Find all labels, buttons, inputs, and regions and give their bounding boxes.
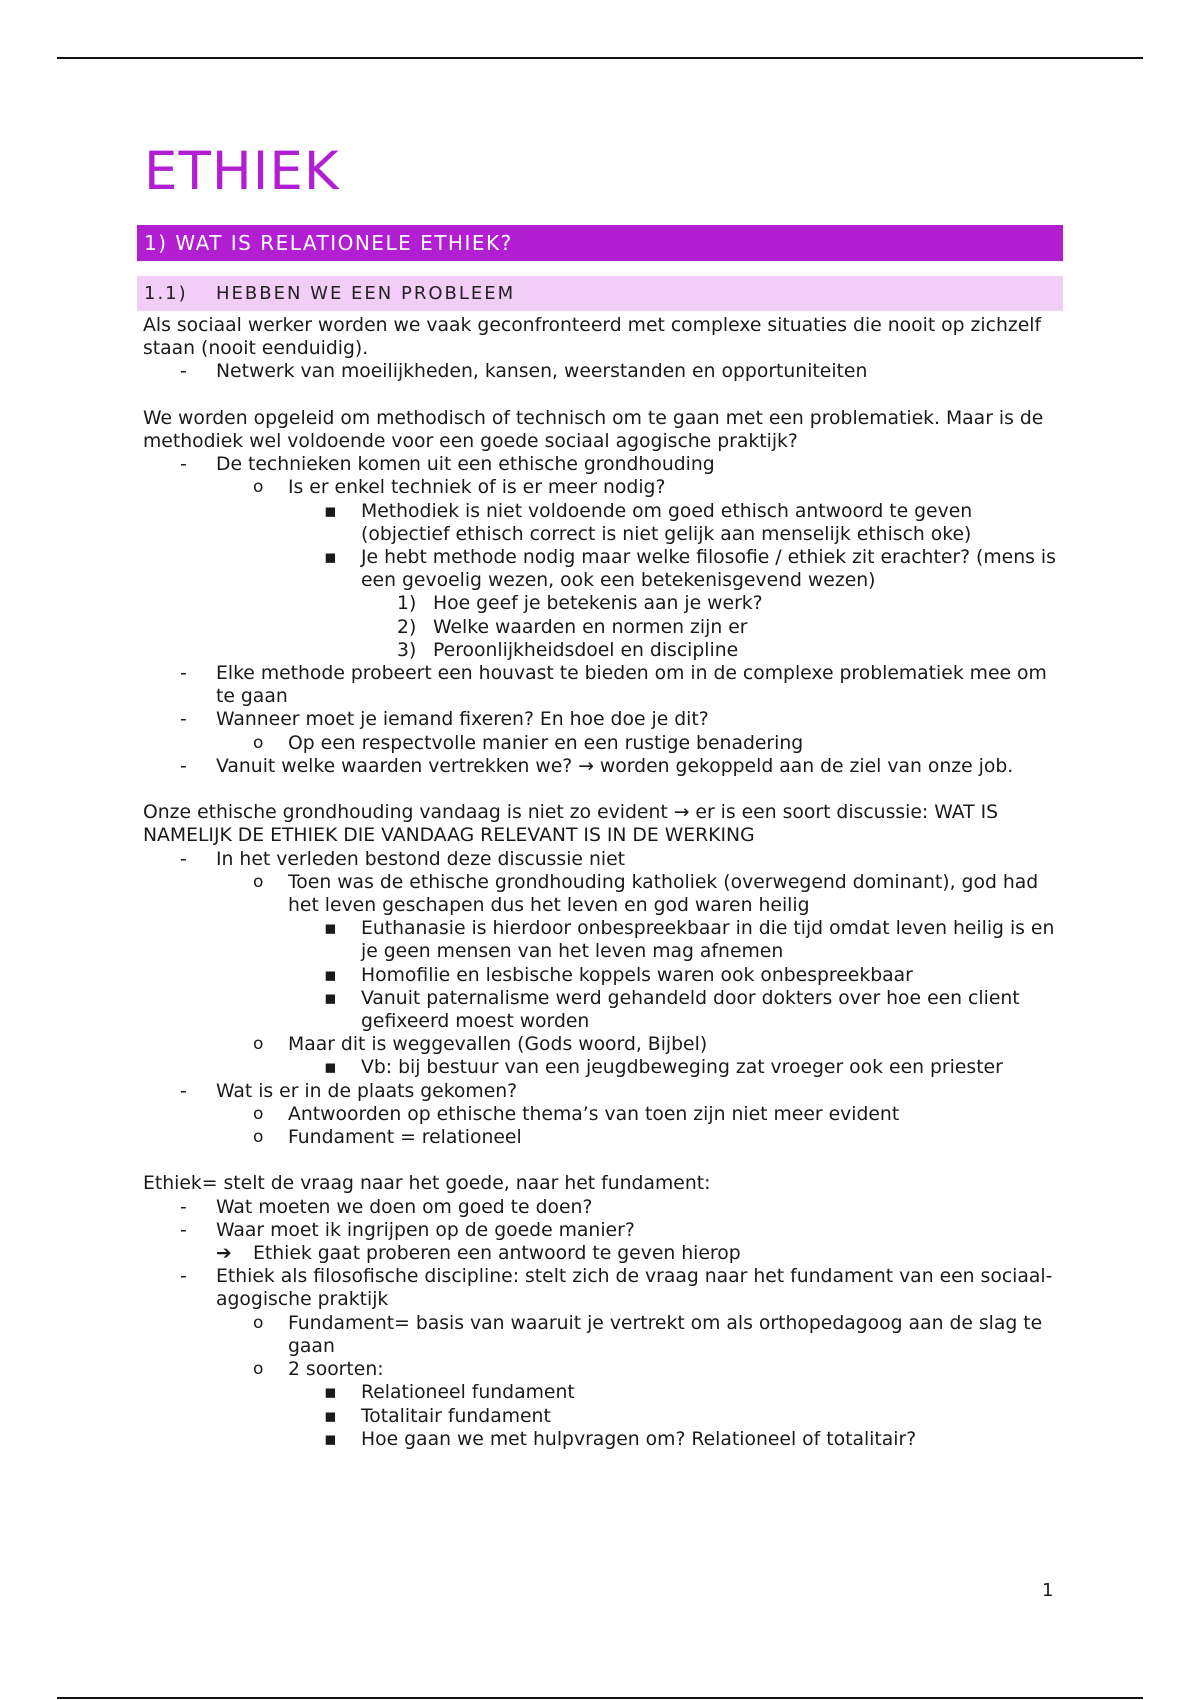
bullet-marker: o	[253, 477, 264, 498]
list-item	[143, 1312, 1063, 1358]
list-item-text: Elke methode probeert een houvast te bieden om in de complexe problematiek mee om te gaan	[216, 663, 1047, 708]
list-item	[143, 476, 1063, 499]
list-item	[143, 917, 1063, 963]
list-item-text: Je hebt methode nodig maar welke filosofie / ethiek zit erachter? (mens is een gevoelig wezen, ook een betekenisgevend wezen)	[361, 547, 1056, 592]
list-item	[143, 1196, 1063, 1219]
list-item-text: De technieken komen uit een ethische grondhouding	[216, 454, 715, 476]
bullet-marker: o	[253, 1034, 264, 1055]
list-item	[143, 500, 1063, 546]
list-item	[143, 708, 1063, 731]
paragraph: Onze ethische grondhouding vandaag is niet zo evident → er is een soort discussie: WAT IS NAMELIJK DE ETHIEK DIE VANDAAG RELEVANT IS IN DE WERKING	[143, 802, 999, 847]
list-item-text: Relationeel fundament	[361, 1382, 575, 1404]
list-item	[143, 1080, 1063, 1103]
bullet-marker: -	[180, 848, 187, 870]
list-item-text: Methodiek is niet voldoende om goed ethisch antwoord te geven (objectief ethisch correct is niet gelijk aan menselijk ethisch oke)	[361, 500, 973, 545]
bullet-marker: ▪	[324, 918, 337, 940]
blank-line	[143, 778, 1063, 801]
bullet-marker: o	[253, 1127, 264, 1148]
list-item-text: Netwerk van moeilijkheden, kansen, weerstanden en opportuniteiten	[216, 361, 868, 383]
list-item-text: 2 soorten:	[288, 1359, 384, 1381]
bullet-marker: o	[253, 1103, 264, 1124]
list-item-text: Hoe gaan we met hulpvragen om? Relationeel of totalitair?	[361, 1428, 917, 1450]
list-item-text: Op een respectvolle manier en een rustige benadering	[288, 732, 804, 754]
bullet-marker: o	[253, 1359, 264, 1380]
list-item-text: Ethiek gaat proberen een antwoord te geven hierop	[253, 1243, 741, 1265]
document-title: ETHIEK	[144, 141, 340, 202]
arrow-icon: ➔	[216, 1243, 232, 1265]
list-item	[143, 1033, 1063, 1056]
list-item-text: Is er enkel techniek of is er meer nodig?	[288, 477, 666, 499]
list-item-text: Totalitair fundament	[361, 1405, 551, 1427]
list-item	[143, 1265, 1063, 1311]
heading-2	[137, 276, 1063, 311]
list-item-text: Vanuit welke waarden vertrekken we? → worden gekoppeld aan de ziel van onze job.	[216, 755, 1014, 777]
bullet-marker: -	[180, 454, 187, 476]
list-item	[143, 639, 1063, 662]
heading-2-text: HEBBEN WE EEN PROBLEEM	[216, 283, 516, 304]
bullet-marker: ▪	[324, 964, 337, 986]
list-item	[143, 616, 1063, 639]
bullet-marker: ▪	[324, 1405, 337, 1427]
list-item	[143, 592, 1063, 615]
list-item-text: Wat moeten we doen om goed te doen?	[216, 1196, 593, 1218]
bullet-marker: 2)	[397, 616, 417, 638]
document-body	[143, 314, 1063, 1451]
bullet-marker: -	[180, 709, 187, 731]
list-item	[143, 987, 1063, 1033]
bullet-marker: -	[180, 1219, 187, 1241]
heading-2-number: 1.1)	[144, 283, 188, 304]
list-item	[143, 546, 1063, 592]
list-item-text: Peroonlijkheidsdoel en discipline	[433, 639, 739, 661]
list-item-text: Waar moet ik ingrijpen op de goede manier?	[216, 1219, 635, 1241]
bullet-marker: ▪	[324, 1428, 337, 1450]
list-item-text: Fundament = relationeel	[288, 1127, 522, 1149]
list-item	[143, 755, 1063, 778]
footer-rule	[57, 1697, 1143, 1699]
list-item	[143, 1428, 1063, 1451]
paragraph: Ethiek= stelt de vraag naar het goede, naar het fundament:	[143, 1173, 711, 1195]
list-item	[143, 360, 1063, 383]
paragraph: Als sociaal werker worden we vaak geconfronteerd met complexe situaties die nooit op zichzelf staan (nooit eenduidig).	[143, 315, 1042, 360]
list-item-text: Wanneer moet je iemand fixeren? En hoe doe je dit?	[216, 709, 709, 731]
list-item-text: Antwoorden op ethische thema’s van toen zijn niet meer evident	[288, 1103, 900, 1125]
list-item-text: Ethiek als filosofische discipline: stelt zich de vraag naar het fundament van een sociaal-agogische praktijk	[216, 1266, 1053, 1311]
list-item	[143, 848, 1063, 871]
blank-line	[143, 384, 1063, 407]
header-rule	[57, 57, 1143, 59]
bullet-marker: ▪	[324, 1057, 337, 1079]
bullet-marker: ▪	[324, 1382, 337, 1404]
list-item-text: Toen was de ethische grondhouding katholiek (overwegend dominant), god had het leven geschapen dus het leven en god waren heilig	[288, 871, 1039, 917]
list-item-text: In het verleden bestond deze discussie niet	[216, 848, 625, 870]
bullet-marker: -	[180, 1196, 187, 1218]
bullet-marker: 3)	[397, 639, 417, 661]
bullet-marker: ▪	[324, 547, 337, 569]
paragraph: We worden opgeleid om methodisch of technisch om te gaan met een problematiek. Maar is de methodiek wel voldoende voor een goede sociaal agogische praktijk?	[143, 407, 1044, 452]
list-item	[143, 1056, 1063, 1079]
list-item	[143, 1219, 1063, 1242]
list-item	[143, 732, 1063, 755]
list-item-text: Vanuit paternalisme werd gehandeld door dokters over hoe een client gefixeerd moest worden	[361, 987, 1020, 1033]
list-item	[143, 964, 1063, 987]
blank-line	[143, 1149, 1063, 1172]
list-item-text: Maar dit is weggevallen (Gods woord, Bijbel)	[288, 1034, 708, 1056]
list-item	[143, 1126, 1063, 1149]
list-item-text: Welke waarden en normen zijn er	[433, 616, 748, 638]
list-item-text: Euthanasie is hierdoor onbespreekbaar in die tijd omdat leven heilig is en je geen mensen van het leven mag afnemen	[361, 918, 1055, 963]
list-item	[143, 453, 1063, 476]
list-item-text: Homofilie en lesbische koppels waren ook onbespreekbaar	[361, 964, 913, 986]
bullet-marker: -	[180, 361, 187, 383]
list-item	[143, 1358, 1063, 1381]
bullet-marker: -	[180, 663, 187, 685]
bullet-marker: ▪	[324, 987, 337, 1009]
list-item	[143, 662, 1063, 708]
bullet-marker: -	[180, 1266, 187, 1288]
list-item	[143, 1242, 1063, 1265]
list-item-text: Vb: bij bestuur van een jeugdbeweging zat vroeger ook een priester	[361, 1057, 1003, 1079]
list-item	[143, 1381, 1063, 1404]
list-item	[143, 1405, 1063, 1428]
page-number: 1	[1042, 1580, 1054, 1601]
list-item	[143, 871, 1063, 917]
bullet-marker: o	[253, 1312, 264, 1333]
list-item-text: Wat is er in de plaats gekomen?	[216, 1080, 518, 1102]
list-item	[143, 1103, 1063, 1126]
bullet-marker: 1)	[397, 593, 417, 615]
bullet-marker: o	[253, 871, 264, 892]
list-item-text: Fundament= basis van waaruit je vertrekt om als orthopedagoog aan de slag te gaan	[288, 1312, 1043, 1357]
bullet-marker: -	[180, 1080, 187, 1102]
list-item-text: Hoe geef je betekenis aan je werk?	[433, 593, 763, 615]
bullet-marker: -	[180, 755, 187, 777]
bullet-marker: ▪	[324, 500, 337, 522]
bullet-marker: o	[253, 732, 264, 753]
heading-1: 1) WAT IS RELATIONELE ETHIEK?	[137, 225, 1063, 261]
